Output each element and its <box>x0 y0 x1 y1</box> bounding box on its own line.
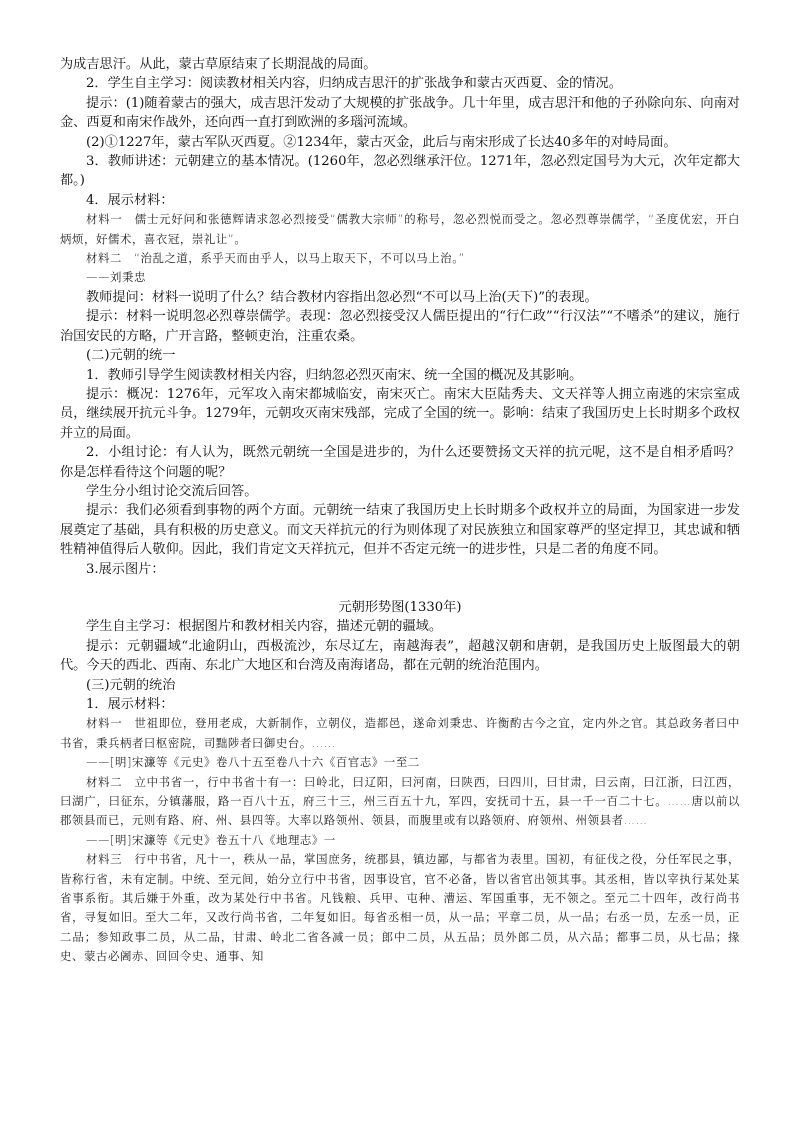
figure-caption: 元朝形势图(1330年) <box>338 599 462 615</box>
section-heading: (三)元朝的统治 <box>86 677 176 693</box>
paragraph: 提示：我们必须看到事物的两个方面。元朝统一结束了我国历史上长时期多个政权并立的局面，为国家进一步发展奠定了基础，具有积极的历史意义。而文天祥抗元的行为则体现了对民族独立和国家尊严的坚定捍卫，其忠诚和牺牲精神值得后人敬仰。因此，我们肯定文天祥抗元，但并不否定元统一的进步性，只是二者的角度不同。 <box>60 503 740 558</box>
document-page <box>60 55 740 967</box>
quote-material-3: 材料三 行中书省，凡十一，秩从一品，掌国庶务，统郡县，镇边鄙，与都省为表里。国初，有征伐之役，分任军民之事，皆称行省，未有定制。中统、至元间，始分立行中书省，因事设官，官不必备，皆以省官出领其事。其丞相，皆以宰执行某处某省事系衔。其后嫌于外重，改为某处行中书省。凡钱粮、兵甲、屯种、漕运、军国重事，无不领之。至元二十四年，改行尚书省，寻复如旧。至大二年，又改行尚书省，二年复如旧。每省丞相一员，从一品；平章二员，从一品；右丞一员，左丞一员，正二品；参知政事二员，从二品，甘肃、岭北二省各减一员；郎中二员，从五品；员外郎二员，从六品；都事二员，从七品；掾史、蒙古必阇赤、回回令史、通事、知 <box>60 852 740 964</box>
quote-material-1: 材料一 世祖即位，登用老成，大新制作，立朝仪，造都邑，遂命刘秉忠、许衡酌古今之宜，定内外之官。其总政务者曰中书省，秉兵柄者曰枢密院，司黜陟者曰御史台。…… <box>60 716 740 750</box>
quote-material-1: 材料一 儒士元好问和张德辉请求忽必烈接受“儒教大宗师”的称号，忽必烈悦而受之。忽必烈尊崇儒学，“圣度优宏，开白炳烦，好儒术，喜衣冠，崇礼让”。 <box>60 212 740 246</box>
paragraph: 学生分小组讨论交流后回答。 <box>86 483 258 499</box>
paragraph: 学生自主学习：根据图片和教材相关内容，描述元朝的疆域。 <box>86 619 443 635</box>
paragraph: 2．学生自主学习：阅读教材相关内容，归纳成吉思汗的扩张战争和蒙古灭西夏、金的情况。 <box>86 76 622 92</box>
paragraph: 2．小组讨论：有人认为，既然元朝统一全国是进步的，为什么还要赞扬文天祥的抗元呢，这不是自相矛盾吗？你是怎样看待这个问题的呢？ <box>60 445 740 480</box>
quote-source: ——刘秉忠 <box>86 270 146 285</box>
paragraph: (2)①1227年，蒙古军队灭西夏。②1234年，蒙古灭金，此后与南宋形成了长达40多年的对峙局面。 <box>86 134 677 150</box>
paragraph: 提示：概况：1276年，元军攻入南宋都城临安，南宋灭亡。南宋大臣陆秀夫、文天祥等人拥立南逃的宋宗室成员，继续展开抗元斗争。1279年，元朝攻灭南宋残部，完成了全国的统一。影响：结束了我国历史上长时期多个政权并立的局面。 <box>60 386 740 441</box>
quote-material-2: 材料二 立中书省一，行中书省十有一：曰岭北，曰辽阳，曰河南，曰陕西，曰四川，曰甘肃，曰云南，曰江浙，曰江西，曰湖广，曰征东，分镇藩服，路一百八十五，府三十三，州三百五十九，军四，安抚司十五，县一千一百二十七。……唐以前以郡领县而已，元则有路、府、州、县四等。大率以路领州、领县，而腹里或有以路领府、府领州、州领县者…… <box>60 774 740 828</box>
paragraph: 1．展示材料： <box>86 697 174 712</box>
paragraph: 1．教师引导学生阅读教材相关内容，归纳忽必烈灭南宋、统一全国的概况及其影响。 <box>86 367 583 383</box>
paragraph: 为成吉思汗。从此，蒙古草原结束了长期混战的局面。 <box>60 57 377 72</box>
paragraph: 教师提问：材料一说明了什么？结合教材内容指出忽必烈“不可以马上治(天下)”的表现。 <box>86 289 598 305</box>
paragraph: 3．教师讲述：元朝建立的基本情况。(1260年，忽必烈继承汗位。1271年，忽必烈定国号为大元，次年定都大都。) <box>60 154 740 189</box>
quote-material-2: 材料二 “治乱之道，系乎天而由乎人，以马上取天下，不可以马上治。” <box>86 251 466 266</box>
quote-source: ——[明]宋濂等《元史》卷五十八《地理志》一 <box>86 832 336 847</box>
paragraph: 提示：(1)随着蒙古的强大，成吉思汗发动了大规模的扩张战争。几十年里，成吉思汗和他的子孙除向东、向南对金、西夏和南宋作战外，还向西一直打到欧洲的多瑙河流域。 <box>60 95 740 131</box>
section-heading: (二)元朝的统一 <box>86 348 176 364</box>
paragraph: 3.展示图片： <box>86 561 165 577</box>
paragraph: 提示：材料一说明忽必烈尊崇儒学。表现：忽必烈接受汉人儒臣提出的“行仁政”“行汉法”“不嗜杀”的建议，施行治国安民的方略，广开言路，整顿吏治，注重农桑。 <box>60 309 740 344</box>
paragraph: 提示：元朝疆域“北逾阴山，西极流沙，东尽辽左，南越海表”，超越汉朝和唐朝，是我国历史上版图最大的朝代。今天的西北、西南、东北广大地区和台湾及南海诸岛，都在元朝的统治范围内。 <box>60 638 740 674</box>
paragraph: 4．展示材料： <box>86 192 174 208</box>
quote-source: ——[明]宋濂等《元史》卷八十五至卷八十六《百官志》一至二 <box>86 755 420 770</box>
